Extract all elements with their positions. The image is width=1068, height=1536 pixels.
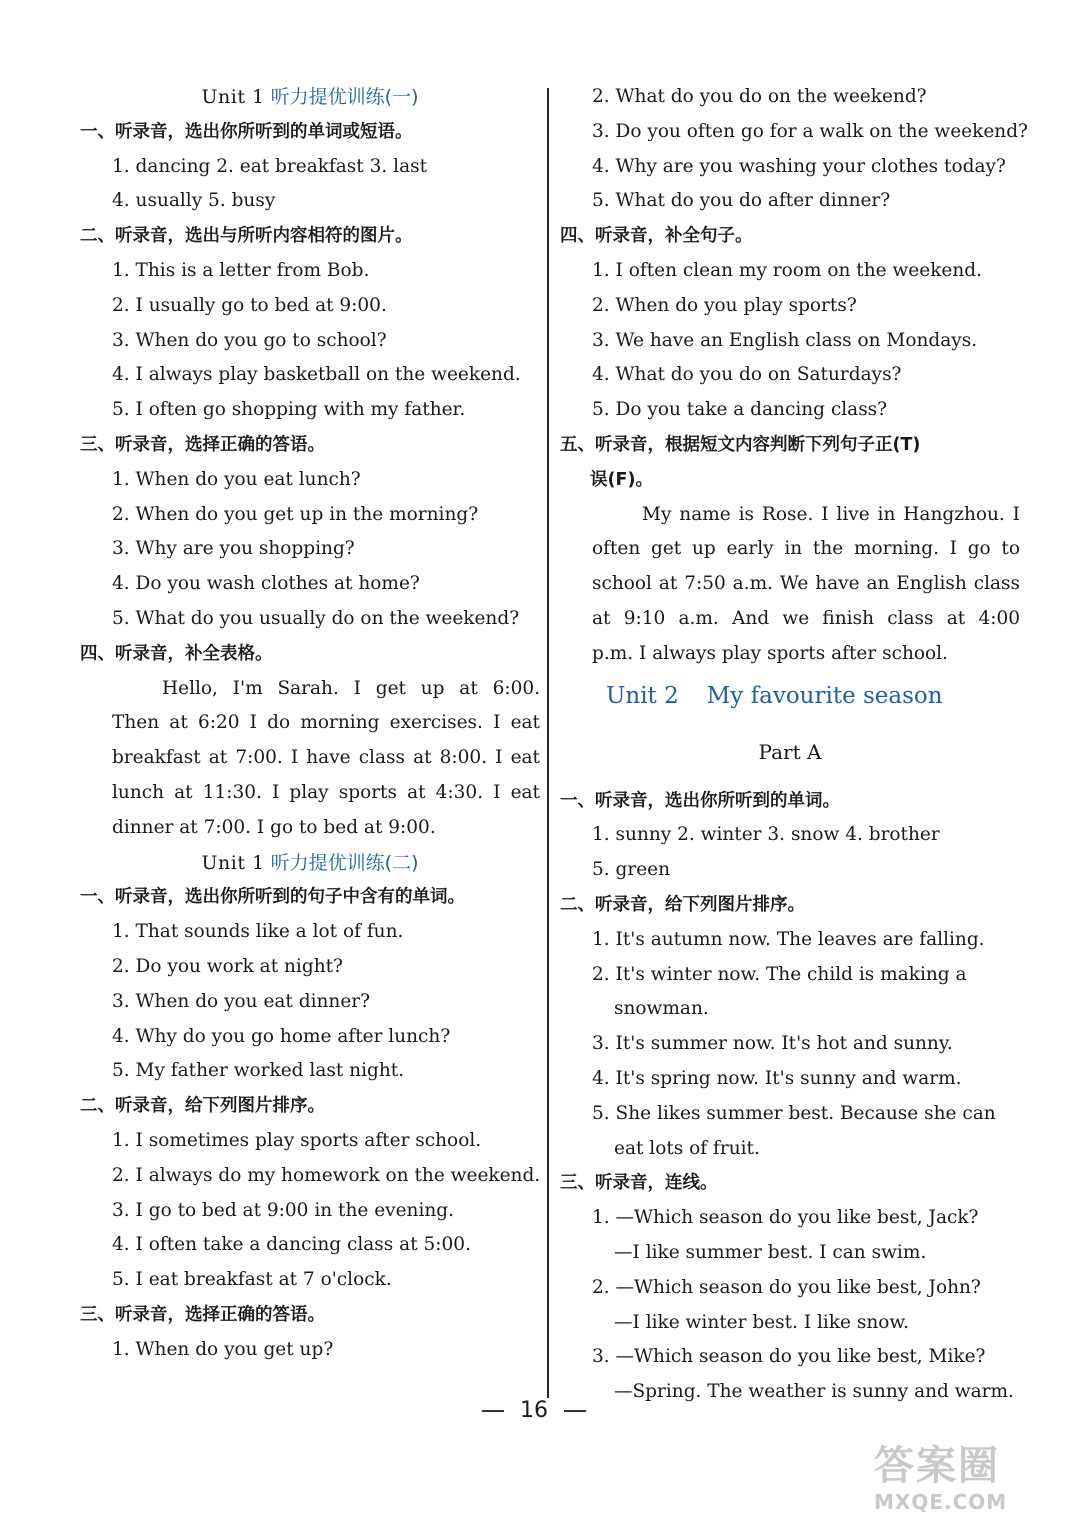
- paragraph-line: often get up early in the morning. I go to: [592, 538, 1020, 560]
- dash-left: [482, 1410, 504, 1412]
- unit1-practice2-title: [80, 846, 540, 881]
- answer-line: 3. —Which season do you like best, Mike?: [592, 1346, 986, 1368]
- paragraph-line: at 9:10 a.m. And we finish class at 4:00: [592, 607, 1020, 629]
- answer-line: 2. I always do my homework on the weekend.: [112, 1164, 541, 1186]
- answer-line: 2. What do you do on the weekend?: [592, 86, 927, 107]
- answer-line: 1. That sounds like a lot of fun.: [112, 921, 404, 943]
- paragraph-line: Then at 6:20 I do morning exercises. I eat: [112, 712, 540, 734]
- section-heading: 一、听录音，选出你所听到的单词。: [560, 790, 840, 811]
- paragraph-line: Hello, I'm Sarah. I get up at 6:00.: [162, 677, 540, 699]
- answer-line: 4. I always play basketball on the weekend.: [112, 364, 521, 386]
- paragraph-line: dinner at 7:00. I go to bed at 9:00.: [112, 816, 436, 838]
- watermark-text: 答案圈: [874, 1443, 1000, 1489]
- answer-line: 5. My father worked last night.: [112, 1060, 405, 1082]
- answer-line: —I like summer best. I can swim.: [614, 1241, 927, 1263]
- section-heading: 五、听录音，根据短文内容判断下列句子正(T): [560, 434, 921, 455]
- answer-line: 4. It's spring now. It's sunny and warm.: [592, 1067, 962, 1089]
- left-column: [80, 80, 540, 1367]
- answer-line: 5. What do you do after dinner?: [592, 190, 891, 212]
- paragraph-line: My name is Rose. I live in Hangzhou. I: [642, 503, 1020, 525]
- paragraph-line: breakfast at 7:00. I have class at 8:00. I eat: [112, 747, 540, 769]
- answer-line: 3. I go to bed at 9:00 in the evening.: [112, 1199, 455, 1221]
- right-column: [560, 80, 1028, 1410]
- answer-line: 4. Do you wash clothes at home?: [112, 573, 420, 595]
- answer-line: 1. It's autumn now. The leaves are falling.: [592, 928, 985, 950]
- answer-line: 4. I often take a dancing class at 5:00.: [112, 1234, 471, 1256]
- section-heading: 四、听录音，补全表格。: [80, 643, 273, 664]
- answer-line: 1. When do you get up?: [112, 1338, 334, 1360]
- answer-line: 3. Do you often go for a walk on the weekend?: [592, 120, 1028, 142]
- page-number-text: 16: [520, 1398, 548, 1423]
- paragraph-line: p.m. I always play sports after school.: [592, 642, 948, 664]
- section-heading: 一、听录音，选出你所听到的单词或短语。: [80, 121, 413, 142]
- part-label: Part A: [758, 739, 822, 764]
- column-divider: [547, 88, 549, 1398]
- section-heading: 三、听录音，选择正确的答语。: [80, 434, 325, 455]
- section-heading: 三、听录音，选择正确的答语。: [80, 1304, 325, 1325]
- answer-line: 1. I often clean my room on the weekend.: [592, 259, 982, 281]
- answer-line: 2. —Which season do you like best, John?: [592, 1276, 981, 1298]
- answer-line: 4. usually 5. busy: [112, 190, 276, 212]
- answer-line: 1. When do you eat lunch?: [112, 468, 361, 490]
- practice-label: 听力提优训练(一): [270, 86, 419, 108]
- answer-line: 3. When do you eat dinner?: [112, 990, 371, 1012]
- unit-label: Unit 2: [606, 682, 679, 709]
- answer-line: 5. green: [592, 859, 671, 881]
- answer-line: 3. We have an English class on Mondays.: [592, 329, 978, 351]
- answer-line: 2. I usually go to bed at 9:00.: [112, 294, 387, 316]
- watermark-url: MXQE.COM: [874, 1490, 1008, 1514]
- answer-line: 2. When do you get up in the morning?: [112, 503, 479, 525]
- unit-label: Unit 1: [201, 851, 265, 874]
- answer-line: 1. I sometimes play sports after school.: [112, 1129, 482, 1151]
- answer-line: —Spring. The weather is sunny and warm.: [614, 1381, 1014, 1403]
- paragraph-line: lunch at 11:30. I play sports at 4:30. I eat: [112, 781, 540, 803]
- section-heading: 一、听录音，选出你所听到的句子中含有的单词。: [80, 887, 465, 908]
- answer-line: 1. sunny 2. winter 3. snow 4. brother: [592, 824, 940, 846]
- answer-line: 1. —Which season do you like best, Jack?: [592, 1207, 979, 1229]
- answer-line: snowman.: [614, 998, 709, 1020]
- answer-line: 1. This is a letter from Bob.: [112, 259, 370, 281]
- unit-label: Unit 1: [201, 86, 265, 108]
- section-heading: 三、听录音，连线。: [560, 1173, 718, 1194]
- section-heading: 二、听录音，选出与所听内容相符的图片。: [80, 226, 413, 247]
- paragraph-line: school at 7:50 a.m. We have an English class: [592, 573, 1020, 595]
- answer-line: —I like winter best. I like snow.: [614, 1311, 909, 1333]
- watermark-logo: [874, 1442, 1046, 1522]
- unit2-title: [560, 672, 1020, 720]
- section-heading: 二、听录音，给下列图片排序。: [80, 1096, 325, 1117]
- answer-line: 5. I often go shopping with my father.: [112, 399, 466, 421]
- answer-line: 2. It's winter now. The child is making a: [592, 963, 967, 985]
- section-heading-continued: 误(F)。: [590, 469, 653, 490]
- answer-line: 3. It's summer now. It's hot and sunny.: [592, 1033, 953, 1055]
- answer-line: 3. Why are you shopping?: [112, 538, 355, 560]
- page-number: [0, 1398, 1068, 1423]
- practice-label: 听力提优训练(二): [270, 851, 419, 874]
- unit-topic: My favourite season: [706, 682, 943, 709]
- answer-line: 1. dancing 2. eat breakfast 3. last: [112, 155, 428, 177]
- answer-line: 5. What do you usually do on the weekend?: [112, 607, 520, 629]
- section-heading: 二、听录音，给下列图片排序。: [560, 894, 805, 915]
- answer-line: 4. Why do you go home after lunch?: [112, 1025, 451, 1047]
- answer-line: 2. When do you play sports?: [592, 294, 857, 316]
- answer-line: 5. She likes summer best. Because she can: [592, 1102, 996, 1124]
- answer-line: 5. Do you take a dancing class?: [592, 399, 888, 421]
- answer-line: 5. I eat breakfast at 7 o'clock.: [112, 1269, 392, 1291]
- section-heading: 四、听录音，补全句子。: [560, 226, 753, 247]
- answer-line: 3. When do you go to school?: [112, 329, 387, 351]
- answer-line: 4. Why are you washing your clothes today?: [592, 155, 1006, 177]
- answer-line: 4. What do you do on Saturdays?: [592, 364, 902, 386]
- answer-line: eat lots of fruit.: [614, 1137, 760, 1159]
- answer-line: 2. Do you work at night?: [112, 955, 343, 977]
- dash-right: [564, 1410, 586, 1412]
- unit1-practice1-title: [80, 80, 540, 115]
